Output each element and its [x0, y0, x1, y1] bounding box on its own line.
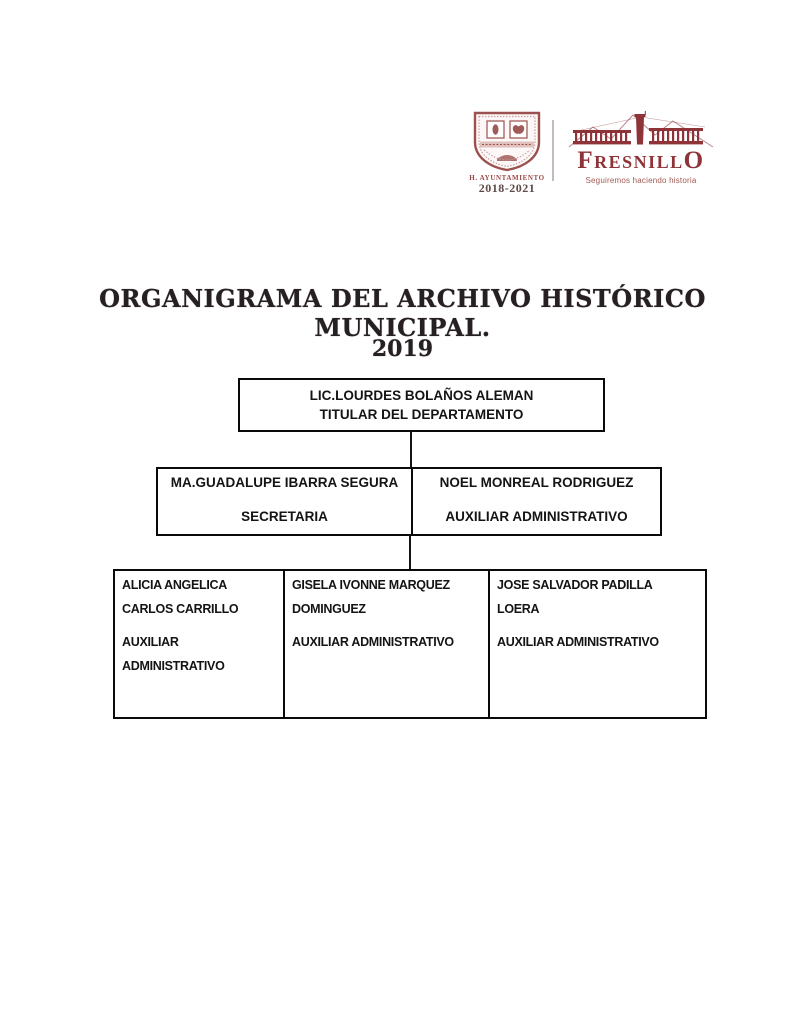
person-name: ALICIA ANGELICA CARLOS CARRILLO	[122, 578, 239, 616]
wordmark-last-letter: O	[683, 147, 705, 174]
org-box-titular	[238, 378, 605, 432]
person-role: SECRETARIA	[241, 509, 328, 524]
org-box-auxiliar-noel	[413, 469, 660, 534]
crest-institution-label: H. AYUNTAMIENTO	[469, 174, 545, 182]
page-year: 2019	[371, 336, 434, 362]
person-role: AUXILIAR ADMINISTRATIVO	[445, 509, 628, 524]
person-role: AUXILIAR ADMINISTRATIVO	[292, 635, 454, 649]
person-name: GISELA IVONNE MARQUEZ DOMINGUEZ	[292, 578, 450, 616]
fresnillo-logo	[566, 111, 716, 185]
wordmark-middle-letters: RESNILL	[594, 152, 684, 172]
logo-divider	[552, 120, 554, 181]
org-box-auxiliar-alicia	[115, 571, 285, 717]
crest-term-label: 2018-2021	[478, 181, 536, 195]
page-title: ORGANIGRAMA DEL ARCHIVO HISTÓRICO MUNICIPAL.	[99, 284, 706, 342]
connector-level2-to-level3	[409, 535, 411, 570]
connector-root-to-level2	[410, 431, 412, 468]
person-name: JOSE SALVADOR PADILLA LOERA	[497, 578, 653, 616]
wordmark-first-letter: F	[577, 147, 595, 174]
org-box-secretaria	[158, 469, 413, 534]
ayuntamiento-crest-icon	[467, 110, 547, 174]
person-name: NOEL MONREAL RODRIGUEZ	[439, 475, 634, 490]
brand-tagline: Seguiremos haciendo historia	[585, 176, 697, 185]
person-role: TITULAR DEL DEPARTAMENTO	[319, 407, 524, 422]
person-name: MA.GUADALUPE IBARRA SEGURA	[170, 475, 399, 490]
fresnillo-wordmark	[566, 149, 716, 176]
org-level3-row	[113, 569, 707, 719]
org-box-auxiliar-gisela	[285, 571, 490, 717]
person-role: AUXILIAR ADMINISTRATIVO	[497, 635, 659, 649]
person-role: AUXILIAR ADMINISTRATIVO	[122, 635, 225, 673]
fresnillo-bridge-icon	[566, 111, 716, 151]
org-level2-row	[156, 467, 662, 536]
org-box-auxiliar-jose	[490, 571, 705, 717]
person-name: LIC.LOURDES BOLAÑOS ALEMAN	[309, 388, 534, 403]
